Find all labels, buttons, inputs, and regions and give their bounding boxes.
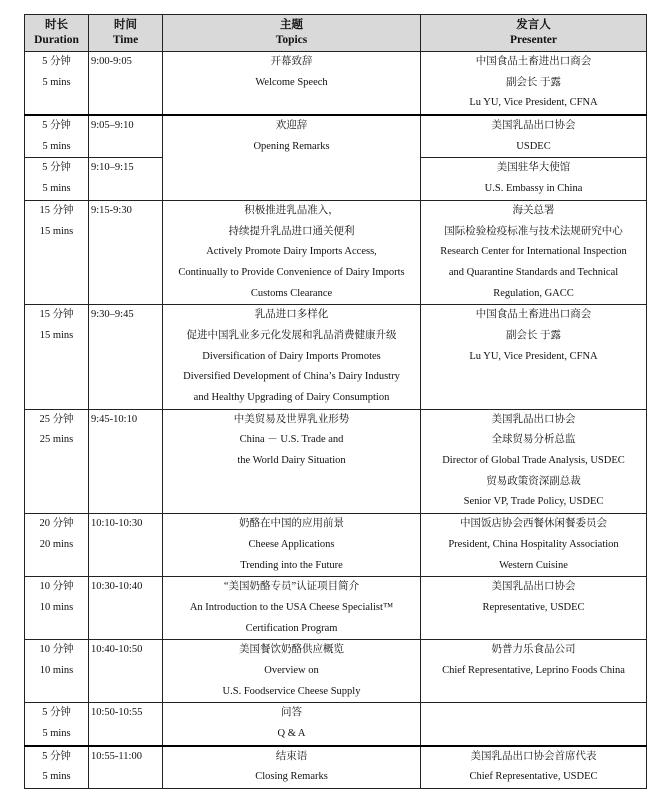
presenter-line: Director of Global Trade Analysis, USDEC — [442, 455, 625, 467]
topic-line: “美国奶酪专员”认证项目简介 — [223, 581, 360, 593]
topic-line: 促进中国乳业多元化发展和乳品消费健康升级 — [186, 329, 397, 341]
duration-en: 20 mins — [39, 538, 74, 550]
topic-line: 乳品进口多样化 — [254, 309, 329, 321]
time-value: 10:10-10:30 — [91, 518, 143, 530]
duration-cell — [25, 640, 89, 703]
time-value: 10:40-10:50 — [91, 644, 143, 656]
topic-cell — [163, 746, 421, 789]
table-row — [25, 746, 647, 789]
presenter-line: and Quarantine Standards and Technical — [448, 266, 619, 278]
presenter-line: 美国乳品出口协会 — [491, 120, 576, 132]
table-row — [25, 52, 647, 116]
topic-cell — [163, 305, 421, 409]
presenter-line: 贸易政策资深副总裁 — [486, 475, 581, 487]
header-topics-cn: 主题 — [280, 19, 303, 31]
table-row — [25, 514, 647, 577]
header-duration — [25, 15, 89, 52]
presenter-cell — [421, 305, 647, 409]
time-cell — [89, 703, 163, 746]
time-value: 9:10–9:15 — [91, 162, 134, 174]
duration-cn: 20 分钟 — [39, 518, 74, 530]
time-value: 9:15-9:30 — [91, 204, 132, 216]
topic-line: Opening Remarks — [253, 140, 330, 152]
presenter-line: 美国驻华大使馆 — [496, 162, 571, 174]
duration-cn: 25 分钟 — [39, 413, 74, 425]
presenter-line: Western Cuisine — [499, 559, 568, 571]
time-value: 10:55-11:00 — [91, 750, 142, 762]
duration-en: 5 mins — [42, 183, 71, 195]
topic-line: 中美贸易及世界乳业形势 — [233, 413, 350, 425]
topic-line: Diversification of Dairy Imports Promotes — [202, 350, 381, 362]
time-cell — [89, 409, 163, 513]
duration-en: 25 mins — [39, 434, 74, 446]
topic-line: the World Dairy Situation — [237, 455, 346, 467]
presenter-line: Regulation, GACC — [493, 287, 574, 299]
time-cell — [89, 746, 163, 789]
topic-cell — [163, 640, 421, 703]
time-value: 9:45-10:10 — [91, 413, 138, 425]
duration-cell — [25, 200, 89, 304]
duration-cell — [25, 115, 89, 158]
topic-line: U.S. Foodservice Cheese Supply — [222, 685, 361, 697]
header-duration-cn: 时长 — [45, 19, 68, 31]
table-header-row — [25, 15, 647, 52]
presenter-line: Chief Representative, Leprino Foods China — [442, 664, 625, 676]
topic-line: 问答 — [281, 707, 302, 719]
time-cell — [89, 305, 163, 409]
duration-en: 5 mins — [42, 76, 71, 88]
header-time — [89, 15, 163, 52]
topic-line: 奶酪在中国的应用前景 — [239, 518, 344, 530]
duration-cell — [25, 409, 89, 513]
duration-cn: 15 分钟 — [39, 309, 74, 321]
table-row — [25, 703, 647, 746]
duration-cell — [25, 514, 89, 577]
presenter-line: 美国乳品出口协会 — [491, 413, 576, 425]
duration-cn: 15 分钟 — [39, 204, 74, 216]
topic-line: Actively Promote Dairy Imports Access, — [206, 246, 377, 258]
time-value: 9:00-9:05 — [91, 56, 132, 67]
time-cell — [89, 514, 163, 577]
time-cell — [89, 200, 163, 304]
topic-line: 结束语 — [275, 750, 308, 762]
presenter-line: 中国食品土畜进出口商会 — [475, 56, 592, 67]
presenter-line: 美国乳品出口协会首席代表 — [470, 750, 597, 762]
table-row — [25, 640, 647, 703]
duration-cell — [25, 703, 89, 746]
topic-line: 欢迎辞 — [275, 120, 308, 132]
presenter-cell — [421, 577, 647, 640]
topic-line: Closing Remarks — [255, 771, 328, 783]
topic-line: Overview on — [264, 664, 319, 676]
topic-line: Certification Program — [245, 622, 338, 634]
presenter-cell-empty — [421, 703, 647, 746]
presenter-line: 国际检验检疫标准与技术法规研究中心 — [444, 225, 623, 237]
presenter-cell — [421, 409, 647, 513]
presenter-line: President, China Hospitality Association — [448, 538, 619, 550]
table-row — [25, 115, 647, 158]
duration-en: 10 mins — [39, 664, 74, 676]
topic-cell — [163, 703, 421, 746]
presenter-cell — [421, 514, 647, 577]
time-cell — [89, 52, 163, 116]
presenter-cell — [421, 158, 647, 200]
presenter-cell — [421, 52, 647, 116]
duration-cn: 5 分钟 — [42, 162, 71, 174]
presenter-cell — [421, 746, 647, 789]
header-time-cn: 时间 — [114, 19, 137, 31]
duration-cn: 5 分钟 — [42, 707, 71, 719]
presenter-line: 副会长 于露 — [505, 329, 562, 341]
time-cell — [89, 158, 163, 200]
topic-cell — [163, 577, 421, 640]
duration-cn: 10 分钟 — [39, 644, 74, 656]
topic-line: Welcome Speech — [255, 76, 328, 88]
presenter-line: 美国乳品出口协会 — [491, 581, 576, 593]
duration-en: 15 mins — [39, 329, 74, 341]
topic-line: China － U.S. Trade and — [239, 434, 344, 446]
table-row — [25, 577, 647, 640]
presenter-line: USDEC — [516, 140, 551, 152]
duration-cn: 10 分钟 — [39, 581, 74, 593]
time-value: 9:30–9:45 — [91, 309, 134, 321]
topic-line: 积极推进乳品准入， — [244, 204, 339, 216]
presenter-line: 副会长 于露 — [505, 76, 562, 88]
presenter-line: Representative, USDEC — [482, 601, 585, 613]
topic-cell — [163, 52, 421, 116]
presenter-line: 海关总署 — [512, 204, 555, 216]
header-topics — [163, 15, 421, 52]
presenter-line: 中国食品土畜进出口商会 — [475, 309, 592, 321]
presenter-line: U.S. Embassy in China — [484, 183, 583, 195]
presenter-cell — [421, 640, 647, 703]
duration-cell — [25, 158, 89, 200]
topic-line: Continually to Provide Convenience of Dairy Imports — [178, 266, 405, 278]
topic-cell — [163, 514, 421, 577]
header-presenter-cn: 发言人 — [516, 19, 551, 31]
duration-cell — [25, 52, 89, 116]
topic-line: An Introduction to the USA Cheese Specialist™ — [189, 601, 394, 613]
topic-cell — [163, 200, 421, 304]
duration-cn: 5 分钟 — [42, 56, 71, 67]
topic-line: Cheese Applications — [248, 538, 335, 550]
presenter-line: Chief Representative, USDEC — [469, 771, 598, 783]
duration-en: 5 mins — [42, 140, 71, 152]
presenter-cell — [421, 115, 647, 158]
presenter-line: Senior VP, Trade Policy, USDEC — [463, 496, 604, 508]
time-cell — [89, 115, 163, 158]
duration-en: 10 mins — [39, 601, 74, 613]
header-presenter-en: Presenter — [509, 34, 558, 46]
presenter-line: Research Center for International Inspection — [440, 246, 627, 258]
duration-cn: 5 分钟 — [42, 750, 71, 762]
presenter-line: Lu YU, Vice President, CFNA — [469, 350, 598, 362]
presenter-cell — [421, 200, 647, 304]
presenter-line: 全球贸易分析总监 — [491, 434, 576, 446]
presenter-line: 奶普力乐食品公司 — [491, 644, 576, 656]
time-cell — [89, 640, 163, 703]
topic-line: 持续提升乳品进口通关便利 — [228, 225, 355, 237]
topic-line: Diversified Development of China’s Dairy Industry — [183, 371, 400, 383]
header-presenter — [421, 15, 647, 52]
table-row — [25, 200, 647, 304]
duration-cell — [25, 577, 89, 640]
topic-line: 美国餐饮奶酪供应概览 — [239, 644, 344, 656]
header-duration-en: Duration — [34, 34, 79, 46]
duration-en: 5 mins — [42, 771, 71, 783]
duration-cell — [25, 746, 89, 789]
topic-line: 开幕致辞 — [270, 56, 313, 67]
header-time-en: Time — [112, 34, 139, 46]
duration-cell — [25, 305, 89, 409]
duration-en: 5 mins — [42, 728, 71, 739]
time-value: 9:05–9:10 — [91, 120, 134, 132]
duration-cn: 5 分钟 — [42, 120, 71, 132]
topic-line: Trending into the Future — [240, 559, 343, 571]
header-topics-en: Topics — [275, 34, 308, 46]
agenda-table — [24, 14, 647, 789]
topic-line: and Healthy Upgrading of Dairy Consumption — [193, 392, 390, 403]
duration-en: 15 mins — [39, 225, 74, 237]
topic-cell — [163, 409, 421, 513]
time-value: 10:30-10:40 — [91, 581, 143, 593]
time-value: 10:50-10:55 — [91, 707, 143, 719]
agenda-document — [24, 14, 647, 789]
presenter-line: 中国饭店协会西餐休闲餐委员会 — [460, 518, 607, 530]
table-row — [25, 409, 647, 513]
topic-cell-merged — [163, 115, 421, 200]
table-row — [25, 305, 647, 409]
time-cell — [89, 577, 163, 640]
presenter-line: Lu YU, Vice President, CFNA — [469, 97, 598, 109]
topic-line: Customs Clearance — [250, 287, 333, 299]
topic-line: Q & A — [277, 728, 306, 739]
